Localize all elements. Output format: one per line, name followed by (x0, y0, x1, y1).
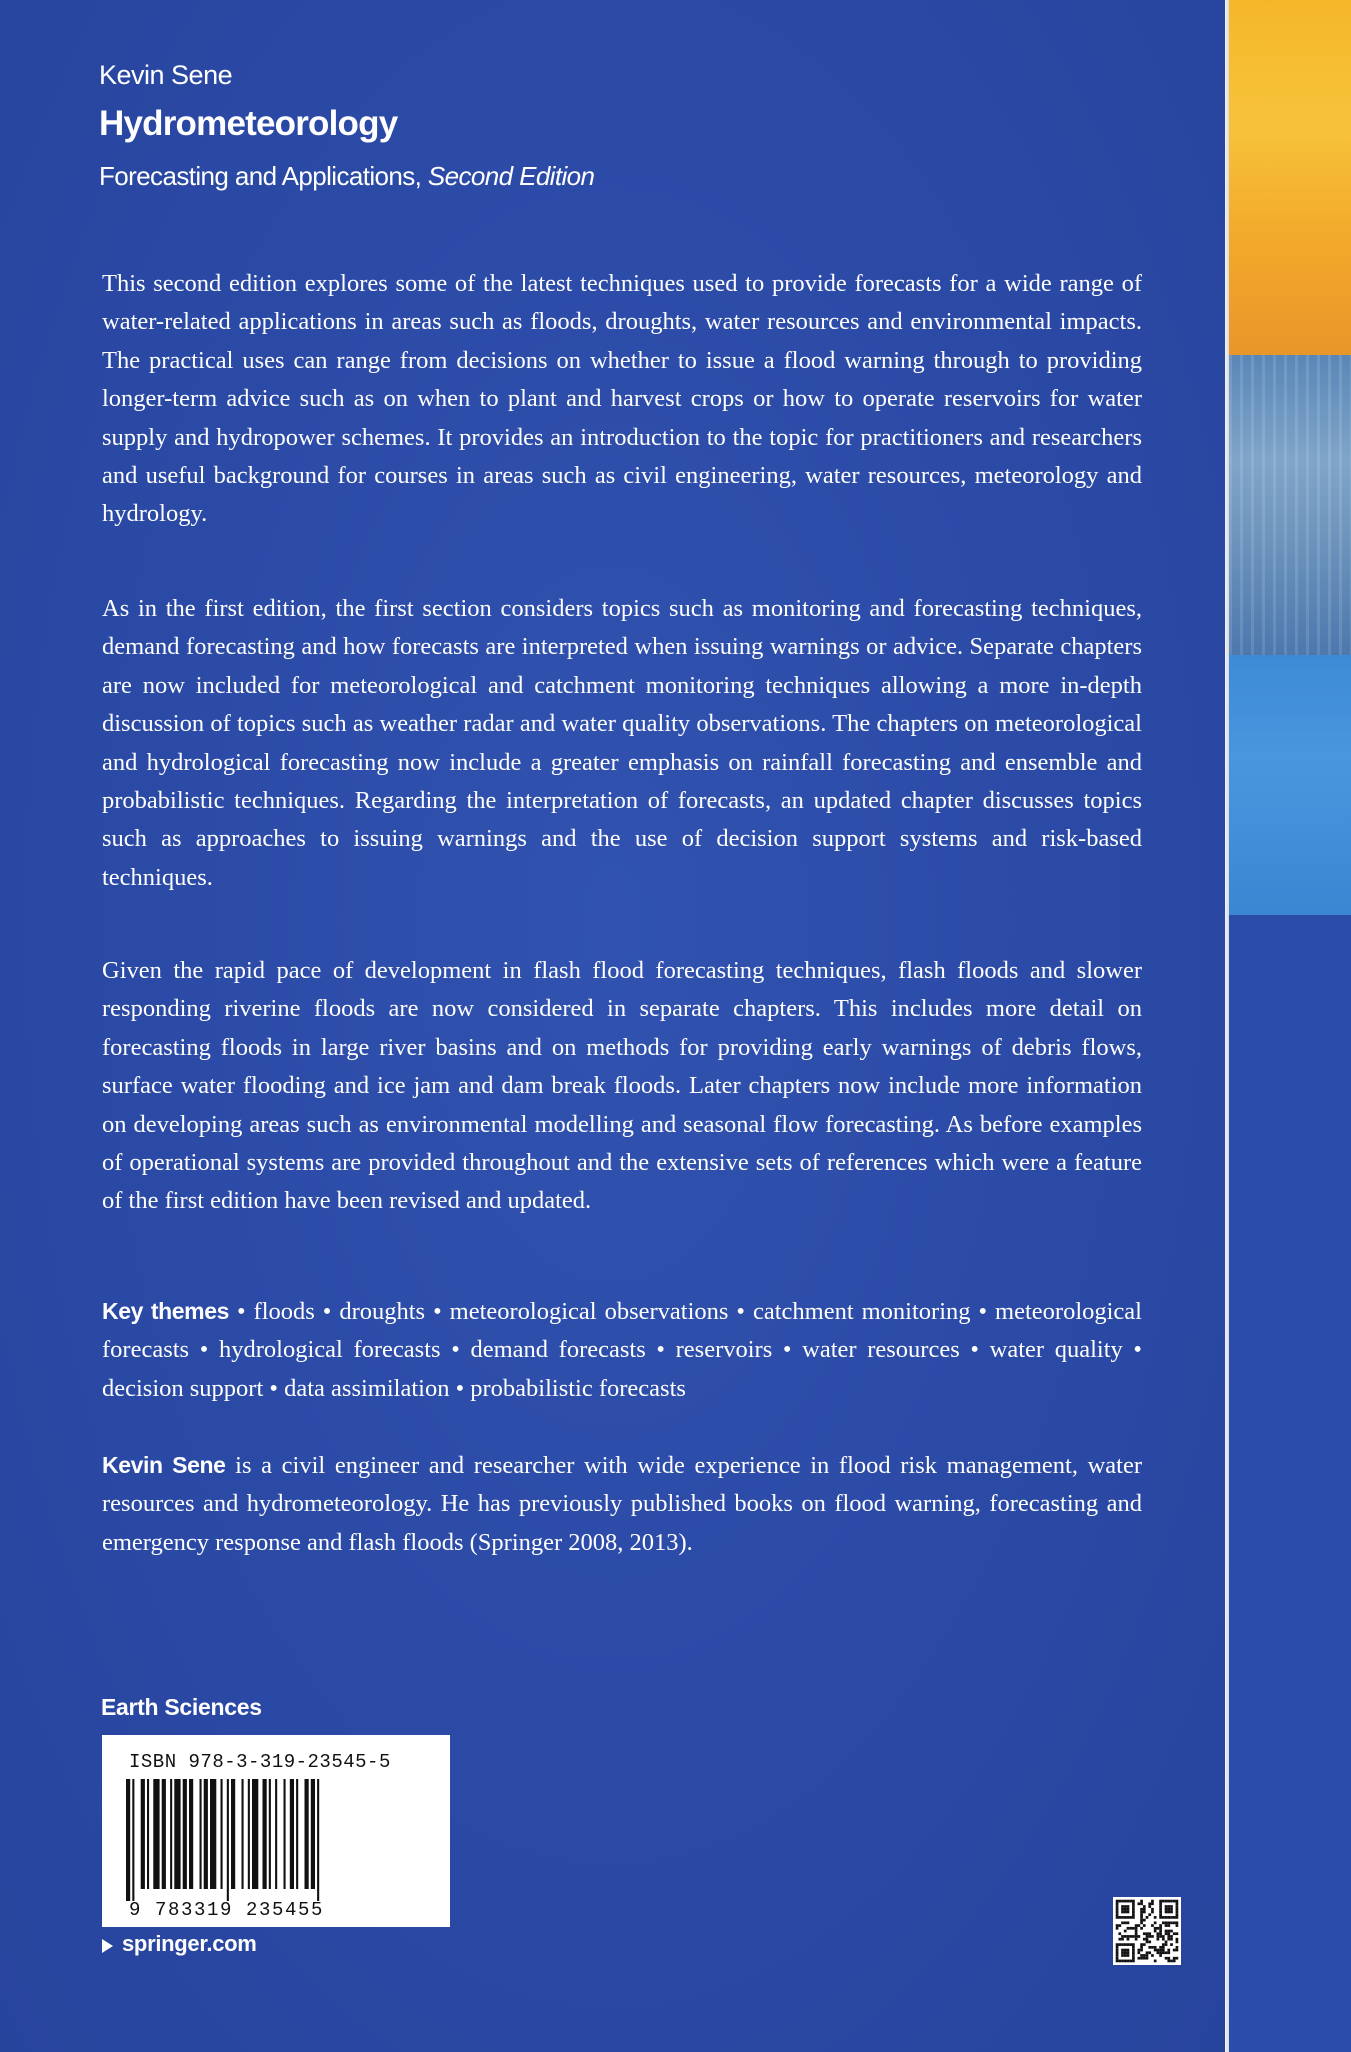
qr-module (1127, 1916, 1130, 1919)
qr-module (1121, 1943, 1124, 1946)
qr-module (1118, 1943, 1121, 1946)
qr-module (1146, 1935, 1149, 1938)
qr-module (1170, 1900, 1173, 1903)
qr-module (1159, 1927, 1162, 1930)
qr-module (1127, 1949, 1130, 1952)
qr-module (1173, 1960, 1176, 1963)
qr-module (1118, 1900, 1121, 1903)
qr-module (1129, 1960, 1132, 1963)
barcode-bar (174, 1779, 180, 1889)
qr-module (1140, 1902, 1143, 1905)
qr-module (1165, 1900, 1168, 1903)
qr-module (1116, 1943, 1119, 1946)
qr-module (1146, 1932, 1149, 1935)
qr-module (1132, 1913, 1135, 1916)
qr-module (1118, 1960, 1121, 1963)
qr-module (1167, 1905, 1170, 1908)
description-paragraph-1: This second edition explores some of the latest techniques used to provide forecasts for a wide range of water-related applications in areas such as floods, droughts, water resources and environmental impacts. The practical uses can range from decisions on whether to issue a flood warning through to providing longer-term advice such as on when to plant and harvest crops or how to operate reservoirs for water supply and hydropower schemes. It provides an introduction to the topic for practitioners and researchers and useful background for courses in areas such as civil engineering, water resources, meteorology and hydrology. (102, 270, 1142, 528)
qr-module (1170, 1930, 1173, 1933)
qr-module (1167, 1930, 1170, 1933)
qr-module (1157, 1951, 1160, 1954)
qr-module (1176, 1924, 1179, 1927)
qr-module (1173, 1921, 1176, 1924)
barcode-bar (296, 1779, 298, 1889)
qr-module (1159, 1949, 1162, 1952)
qr-module (1124, 1960, 1127, 1963)
qr-module (1132, 1935, 1135, 1938)
qr-module (1146, 1941, 1149, 1944)
qr-module (1116, 1954, 1119, 1957)
qr-module (1124, 1921, 1127, 1924)
qr-module (1165, 1916, 1168, 1919)
barcode-bar (269, 1779, 271, 1889)
qr-module (1157, 1932, 1160, 1935)
qr-module (1132, 1908, 1135, 1911)
qr-module (1170, 1908, 1173, 1911)
qr-module (1116, 1951, 1119, 1954)
qr-module (1140, 1919, 1143, 1922)
author-name: Kevin Sene (99, 60, 233, 90)
qr-module (1143, 1957, 1146, 1960)
barcode-bar (141, 1779, 145, 1889)
qr-module (1170, 1916, 1173, 1919)
qr-module (1159, 1935, 1162, 1938)
qr-module (1127, 1905, 1130, 1908)
qr-module (1173, 1957, 1176, 1960)
description-paragraph-3: Given the rapid pace of development in flash flood forecasting techniques, flash floods and slower responding riverine floods are now considered in separate chapters. This includes more detail on forecasting floods in large river basins and on methods for providing early warnings of debris flows, surface water flooding and ice jam and dam break floods. Later chapters now include more information on developing areas such as environmental modelling and seasonal flow forecasting. As before examples of operational systems are provided throughout and the extensive sets of references which were a feature of the first edition have been revised and updated. (102, 957, 1142, 1215)
qr-module (1162, 1935, 1165, 1938)
qr-module (1118, 1916, 1121, 1919)
qr-module (1148, 1905, 1151, 1908)
qr-module (1140, 1927, 1143, 1930)
barcode-bar (221, 1779, 223, 1889)
qr-module (1143, 1932, 1146, 1935)
qr-module (1124, 1951, 1127, 1954)
qr-module (1176, 1916, 1179, 1919)
qr-module (1170, 1921, 1173, 1924)
qr-module (1118, 1924, 1121, 1927)
qr-module (1159, 1954, 1162, 1957)
qr-module (1176, 1949, 1179, 1952)
qr-module (1176, 1957, 1179, 1960)
qr-module (1151, 1954, 1154, 1957)
qr-module (1146, 1954, 1149, 1957)
barcode-bar (284, 1779, 286, 1889)
qr-module (1143, 1943, 1146, 1946)
arrow-icon (102, 1939, 113, 1953)
qr-module (1159, 1908, 1162, 1911)
sky-band (1229, 655, 1351, 915)
book-title: Hydrometeorology (99, 104, 398, 143)
qr-module (1121, 1951, 1124, 1954)
qr-module (1167, 1951, 1170, 1954)
qr-module (1140, 1900, 1143, 1903)
qr-module (1167, 1957, 1170, 1960)
qr-module (1146, 1916, 1149, 1919)
qr-module (1165, 1905, 1168, 1908)
qr-module (1148, 1913, 1151, 1916)
qr-module (1165, 1924, 1168, 1927)
barcode-bar (252, 1779, 258, 1889)
qr-module (1124, 1900, 1127, 1903)
qr-module (1135, 1935, 1138, 1938)
subject-category: Earth Sciences (101, 1694, 262, 1720)
qr-module (1143, 1919, 1146, 1922)
qr-module (1176, 1911, 1179, 1914)
qr-module (1173, 1932, 1176, 1935)
qr-module (1167, 1900, 1170, 1903)
qr-module (1165, 1911, 1168, 1914)
qr-module (1116, 1957, 1119, 1960)
qr-module (1162, 1900, 1165, 1903)
qr-module (1176, 1938, 1179, 1941)
qr-module (1140, 1913, 1143, 1916)
qr-module (1116, 1960, 1119, 1963)
barcode-bar (242, 1779, 244, 1889)
qr-module (1118, 1938, 1121, 1941)
barcode-bar (189, 1779, 193, 1889)
qr-module (1135, 1924, 1138, 1927)
qr-module (1140, 1954, 1143, 1957)
qr-module (1140, 1946, 1143, 1949)
barcode-bar (170, 1779, 172, 1889)
qr-module (1127, 1943, 1130, 1946)
qr-module (1116, 1946, 1119, 1949)
qr-module (1116, 1927, 1119, 1930)
qr-module (1124, 1935, 1127, 1938)
barcode-bar (275, 1779, 277, 1889)
qr-module (1140, 1949, 1143, 1952)
qr-module (1124, 1954, 1127, 1957)
qr-module (1121, 1900, 1124, 1903)
subtitle-edition: Second Edition (427, 161, 595, 191)
qr-module (1173, 1916, 1176, 1919)
qr-module (1124, 1943, 1127, 1946)
qr-module (1159, 1951, 1162, 1954)
description-paragraph-2: As in the first edition, the first section considers topics such as monitoring and forecasting techniques, demand forecasting and how forecasts are interpreted when issuing warnings or advice. Separate chapters are now included for meteorological and catchment monitoring techniques allowing a more in-depth discussion of topics such as weather radar and water quality observations. The chapters on meteorological and hydrological forecasting now include a greater emphasis on rainfall forecasting and ensemble and probabilistic techniques. Regarding the interpretation of forecasts, an updated chapter discusses topics such as approaches to issuing warnings and the use of decision support systems and risk-based techniques. (102, 595, 1142, 891)
qr-module (1176, 1913, 1179, 1916)
barcode-icon (102, 1735, 450, 1927)
qr-module (1162, 1921, 1165, 1924)
qr-module (1143, 1905, 1146, 1908)
qr-module (1127, 1921, 1130, 1924)
qr-module (1132, 1900, 1135, 1903)
qr-module (1143, 1954, 1146, 1957)
qr-module (1140, 1943, 1143, 1946)
barcode-bar (311, 1779, 315, 1889)
qr-module (1162, 1951, 1165, 1954)
qr-module (1129, 1927, 1132, 1930)
qr-module (1137, 1951, 1140, 1954)
qr-module (1154, 1930, 1157, 1933)
subtitle-main: Forecasting and Applications, (99, 161, 428, 191)
qr-module (1165, 1951, 1168, 1954)
qr-module (1140, 1916, 1143, 1919)
qr-module (1154, 1916, 1157, 1919)
qr-module (1121, 1905, 1124, 1908)
qr-module (1121, 1935, 1124, 1938)
qr-module (1132, 1960, 1135, 1963)
key-themes-list: • floods • droughts • meteorological observations • catchment monitoring • meteorological forecasts • hydrological forecasts • demand forecasts • reservoirs • water resources • water quality • decision support • data assimilation • probabilistic forecasts (102, 1298, 1142, 1402)
qr-module (1176, 1946, 1179, 1949)
qr-module (1132, 1927, 1135, 1930)
book-subtitle (99, 161, 594, 192)
qr-module (1116, 1911, 1119, 1914)
qr-module (1124, 1949, 1127, 1952)
qr-module (1176, 1941, 1179, 1944)
qr-module (1154, 1949, 1157, 1952)
qr-module (1129, 1900, 1132, 1903)
qr-module (1162, 1946, 1165, 1949)
qr-module (1165, 1921, 1168, 1924)
qr-module (1159, 1946, 1162, 1949)
qr-module (1127, 1927, 1130, 1930)
barcode-bar (153, 1779, 159, 1889)
qr-module (1116, 1908, 1119, 1911)
front-cover-strip (1229, 0, 1351, 2052)
qr-module (1170, 1905, 1173, 1908)
barcode-bar (317, 1779, 319, 1901)
qr-module (1137, 1949, 1140, 1952)
qr-module (1151, 1900, 1154, 1903)
qr-module (1151, 1924, 1154, 1927)
qr-module (1143, 1924, 1146, 1927)
qr-module (1127, 1938, 1130, 1941)
qr-module (1165, 1957, 1168, 1960)
barcode-bar (183, 1779, 187, 1889)
qr-module (1167, 1949, 1170, 1952)
qr-module (1132, 1954, 1135, 1957)
barcode-bar (132, 1779, 134, 1901)
qr-module (1135, 1927, 1138, 1930)
qr-module (1157, 1935, 1160, 1938)
barcode-bar (147, 1779, 149, 1889)
qr-module (1135, 1938, 1138, 1941)
qr-module (1167, 1911, 1170, 1914)
qr-module (1165, 1932, 1168, 1935)
barcode-bar (305, 1779, 309, 1889)
qr-module (1167, 1935, 1170, 1938)
qr-module (1159, 1932, 1162, 1935)
qr-module (1151, 1902, 1154, 1905)
qr-module (1127, 1960, 1130, 1963)
qr-module (1121, 1911, 1124, 1914)
qr-module (1137, 1957, 1140, 1960)
qr-module (1151, 1946, 1154, 1949)
barcode-bar (162, 1779, 166, 1889)
qr-module (1143, 1911, 1146, 1914)
qr-module (1132, 1943, 1135, 1946)
qr-module (1159, 1916, 1162, 1919)
barcode-bar (248, 1779, 250, 1889)
qr-module (1167, 1924, 1170, 1927)
qr-module (1137, 1902, 1140, 1905)
qr-module (1129, 1916, 1132, 1919)
qr-module (1176, 1900, 1179, 1903)
qr-module (1167, 1960, 1170, 1963)
qr-module (1146, 1957, 1149, 1960)
qr-module (1116, 1900, 1119, 1903)
qr-module (1132, 1957, 1135, 1960)
qr-module (1132, 1949, 1135, 1952)
qr-module (1140, 1911, 1143, 1914)
qr-module (1127, 1900, 1130, 1903)
qr-module (1132, 1911, 1135, 1914)
qr-module (1157, 1927, 1160, 1930)
qr-module (1121, 1908, 1124, 1911)
qr-module (1124, 1916, 1127, 1919)
qr-module (1173, 1900, 1176, 1903)
qr-module (1176, 1921, 1179, 1924)
qr-module (1124, 1911, 1127, 1914)
barcode-bar (231, 1779, 235, 1889)
barcode-bar (227, 1779, 229, 1901)
qr-module (1148, 1951, 1151, 1954)
publisher-website[interactable]: springer.com (122, 1931, 257, 1956)
qr-module (1116, 1902, 1119, 1905)
qr-module (1143, 1908, 1146, 1911)
qr-module (1137, 1924, 1140, 1927)
qr-module (1162, 1938, 1165, 1941)
qr-module (1173, 1949, 1176, 1952)
qr-module (1127, 1911, 1130, 1914)
qr-module (1151, 1908, 1154, 1911)
qr-module (1127, 1951, 1130, 1954)
qr-module (1159, 1930, 1162, 1933)
qr-module (1116, 1949, 1119, 1952)
qr-module (1162, 1949, 1165, 1952)
qr-module (1132, 1946, 1135, 1949)
qr-module (1121, 1916, 1124, 1919)
barcode-bar (263, 1779, 267, 1889)
qr-module (1170, 1911, 1173, 1914)
qr-module (1167, 1938, 1170, 1941)
qr-module (1121, 1954, 1124, 1957)
bio-name: Kevin Sene (102, 1452, 226, 1478)
qr-module (1146, 1951, 1149, 1954)
qr-module (1159, 1924, 1162, 1927)
qr-module (1176, 1908, 1179, 1911)
qr-module (1151, 1911, 1154, 1914)
qr-module (1176, 1902, 1179, 1905)
qr-module (1159, 1902, 1162, 1905)
qr-module (1170, 1938, 1173, 1941)
qr-module (1154, 1960, 1157, 1963)
qr-module (1116, 1916, 1119, 1919)
qr-module (1162, 1916, 1165, 1919)
qr-module (1143, 1938, 1146, 1941)
barcode-digits: 9 783319 235455 (129, 1899, 325, 1921)
qr-module (1116, 1924, 1119, 1927)
qr-module (1124, 1930, 1127, 1933)
qr-module (1148, 1932, 1151, 1935)
qr-module (1165, 1930, 1168, 1933)
barcode-bar (204, 1779, 208, 1889)
qr-module (1159, 1905, 1162, 1908)
barcode-bar (210, 1779, 216, 1889)
barcode-bars (118, 1779, 434, 1901)
barcode-bar (200, 1779, 202, 1889)
key-themes (102, 1292, 1142, 1408)
qr-module (1132, 1902, 1135, 1905)
qr-module (1140, 1957, 1143, 1960)
qr-module (1157, 1949, 1160, 1952)
qr-module (1127, 1954, 1130, 1957)
qr-module (1118, 1932, 1121, 1935)
qr-module (1148, 1935, 1151, 1938)
qr-module (1167, 1932, 1170, 1935)
qr-module (1129, 1943, 1132, 1946)
qr-module (1132, 1905, 1135, 1908)
qr-module (1127, 1935, 1130, 1938)
qr-module (1165, 1941, 1168, 1944)
qr-module (1148, 1902, 1151, 1905)
qr-module (1170, 1960, 1173, 1963)
qr-module (1132, 1916, 1135, 1919)
qr-module (1121, 1960, 1124, 1963)
qr-module (1116, 1905, 1119, 1908)
qr-module (1148, 1946, 1151, 1949)
qr-module (1154, 1946, 1157, 1949)
qr-module (1116, 1913, 1119, 1916)
qr-code-icon (1113, 1897, 1181, 1965)
ice-band (1229, 355, 1351, 655)
qr-module (1159, 1911, 1162, 1914)
qr-module (1157, 1938, 1160, 1941)
qr-module (1167, 1921, 1170, 1924)
qr-module (1176, 1932, 1179, 1935)
barcode-bar (290, 1779, 294, 1889)
qr-module (1124, 1908, 1127, 1911)
qr-module (1162, 1943, 1165, 1946)
author-bio (102, 1446, 1142, 1562)
qr-module (1170, 1943, 1173, 1946)
key-themes-label: Key themes (102, 1298, 229, 1324)
qr-module (1167, 1916, 1170, 1919)
qr-module (1159, 1900, 1162, 1903)
qr-module (1148, 1941, 1151, 1944)
qr-module (1146, 1938, 1149, 1941)
qr-module (1124, 1905, 1127, 1908)
qr-module (1165, 1908, 1168, 1911)
barcode-bar (126, 1779, 130, 1901)
qr-module (1121, 1921, 1124, 1924)
qr-module (1140, 1921, 1143, 1924)
qr-module (1137, 1935, 1140, 1938)
qr-module (1127, 1908, 1130, 1911)
qr-module (1154, 1921, 1157, 1924)
qr-module (1132, 1951, 1135, 1954)
qr-module (1151, 1935, 1154, 1938)
qr-module (1129, 1935, 1132, 1938)
qr-module (1176, 1905, 1179, 1908)
qr-module (1167, 1908, 1170, 1911)
qr-module (1154, 1927, 1157, 1930)
qr-module (1159, 1913, 1162, 1916)
blue-band (1229, 915, 1351, 2052)
qr-module (1165, 1943, 1168, 1946)
qr-module (1170, 1935, 1173, 1938)
qr-module (1121, 1938, 1124, 1941)
qr-module (1135, 1932, 1138, 1935)
isbn-label: ISBN 978-3-319-23545-5 (129, 1751, 391, 1773)
qr-module (1140, 1908, 1143, 1911)
qr-module (1121, 1949, 1124, 1952)
bio-text: is a civil engineer and researcher with wide experience in flood risk management, water resources and hydrometeorology. He has previously published books on flood warning, forecasting and emergency response and flash floods (Springer 2008, 2013). (102, 1452, 1142, 1556)
sunset-band (1229, 0, 1351, 355)
qr-module (1135, 1930, 1138, 1933)
